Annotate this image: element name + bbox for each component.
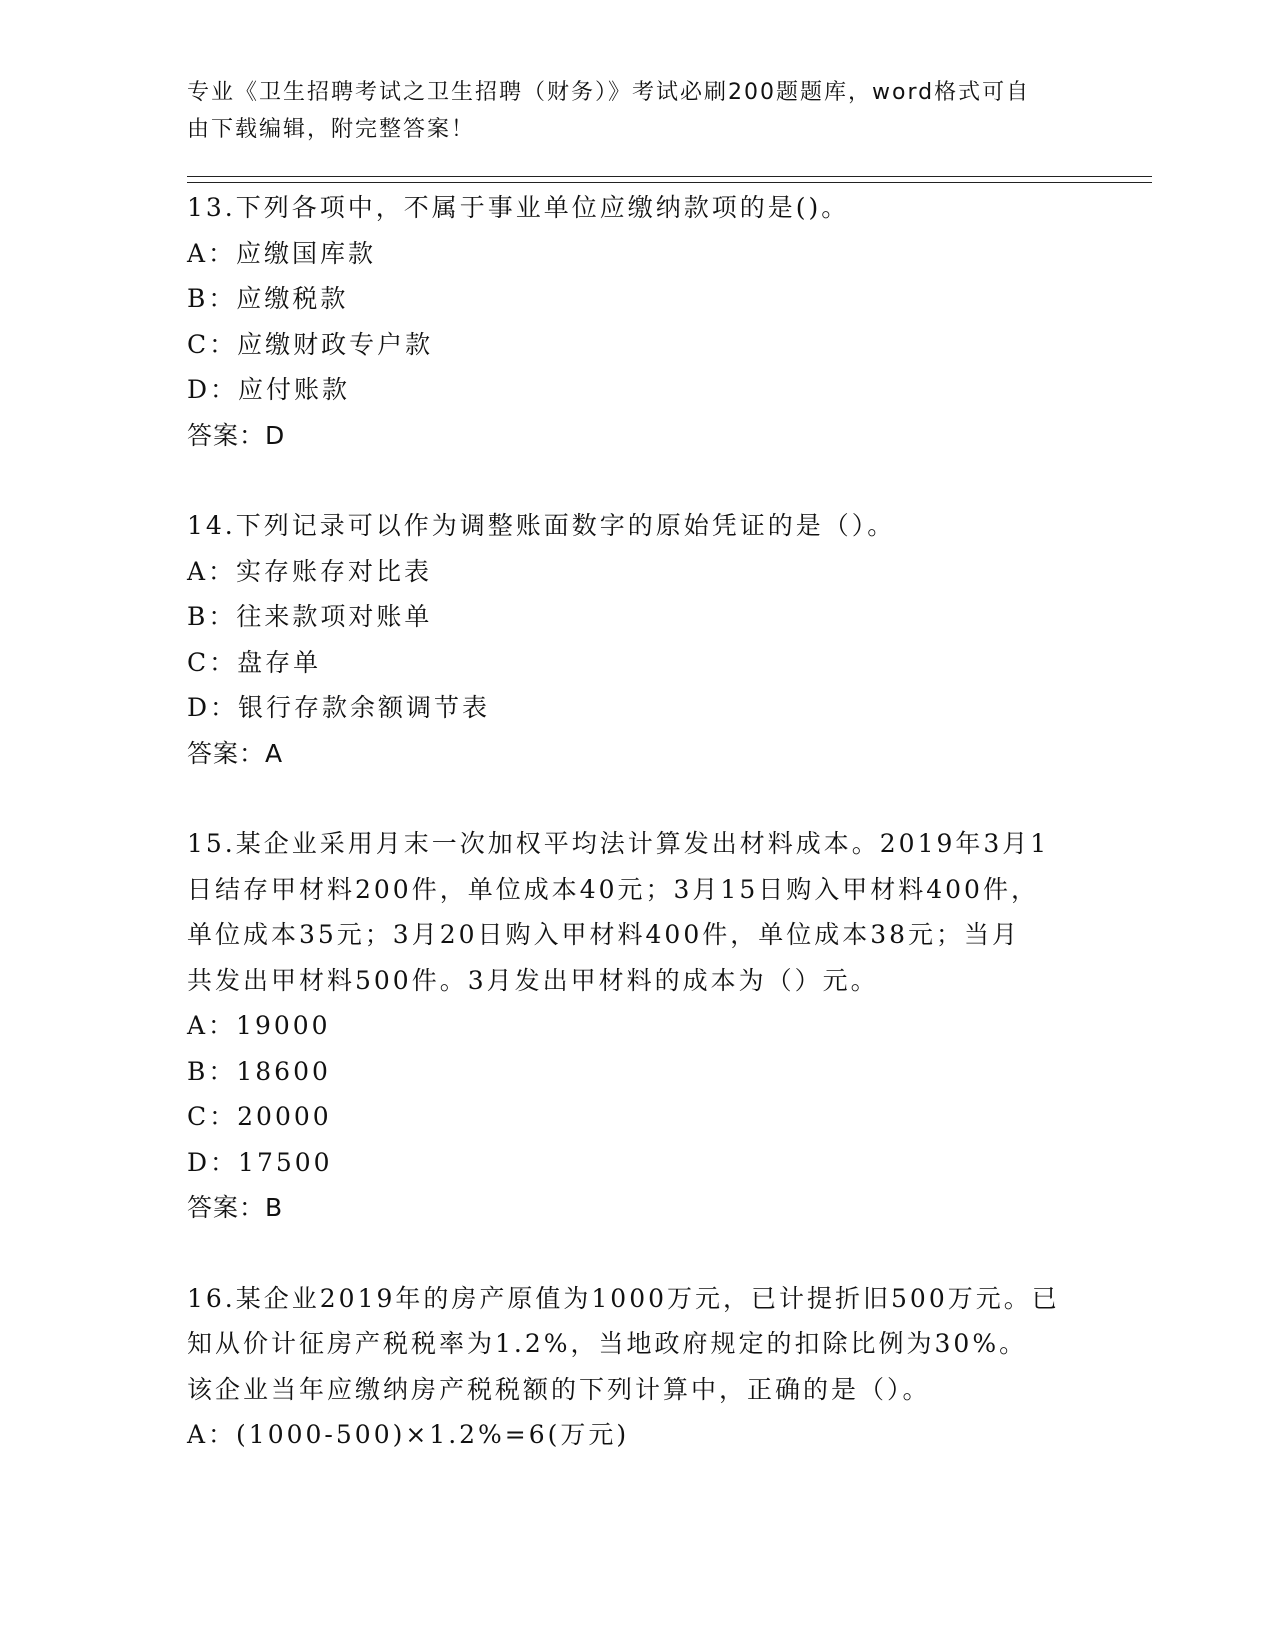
option-c: C：盘存单 xyxy=(187,647,322,677)
answer-label: 答案：A xyxy=(187,738,284,768)
option-d: D：银行存款余额调节表 xyxy=(187,693,491,722)
question-text-line: 日结存甲材料200件，单位成本40元；3月15日购入甲材料400件， xyxy=(187,874,1039,904)
question-16 xyxy=(187,1276,1087,1458)
question-text-line: 16.某企业2019年的房产原值为1000万元，已计提折旧500万元。已 xyxy=(187,1283,1060,1313)
question-13 xyxy=(187,185,1087,458)
question-15 xyxy=(187,821,1087,1231)
header-divider-bottom xyxy=(187,182,1152,183)
header-line-2: 由下载编辑，附完整答案！ xyxy=(187,117,476,142)
option-a: A：实存账存对比表 xyxy=(187,556,433,586)
answer-label: 答案：D xyxy=(187,420,286,450)
question-text: 14.下列记录可以作为调整账面数字的原始凭证的是（）。 xyxy=(187,511,896,540)
question-text: 13.下列各项中，不属于事业单位应缴纳款项的是()。 xyxy=(187,193,850,222)
question-text-line: 单位成本35元；3月20日购入甲材料400件，单位成本38元；当月 xyxy=(187,920,1021,949)
question-text-line: 共发出甲材料500件。3月发出甲材料的成本为（）元。 xyxy=(187,965,879,995)
option-a: A：应缴国库款 xyxy=(187,238,377,268)
answer-label: 答案：B xyxy=(187,1193,284,1222)
question-text-line: 该企业当年应缴纳房产税税额的下列计算中，正确的是（）。 xyxy=(187,1374,931,1404)
option-c: C：20000 xyxy=(187,1102,332,1131)
option-d: D：17500 xyxy=(187,1147,333,1177)
header-line-1: 专业《卫生招聘考试之卫生招聘（财务）》考试必刷200题题库，word格式可自 xyxy=(187,80,1031,105)
question-list xyxy=(187,185,1087,1458)
option-b: B：应缴税款 xyxy=(187,284,349,313)
header-divider-top xyxy=(187,176,1152,177)
question-text-line: 15.某企业采用月末一次加权平均法计算发出材料成本。2019年3月1 xyxy=(187,829,1050,858)
question-14 xyxy=(187,503,1087,776)
option-b: B：18600 xyxy=(187,1056,331,1086)
option-a: A：(1000-500)×1.2%=6(万元) xyxy=(187,1420,630,1449)
option-b: B：往来款项对账单 xyxy=(187,602,433,631)
option-a: A：19000 xyxy=(187,1011,331,1040)
option-c: C：应缴财政专户款 xyxy=(187,329,434,359)
document-header xyxy=(187,74,1067,148)
option-d: D：应付账款 xyxy=(187,375,351,404)
question-text-line: 知从价计征房产税税率为1.2%，当地政府规定的扣除比例为30%。 xyxy=(187,1329,1028,1358)
